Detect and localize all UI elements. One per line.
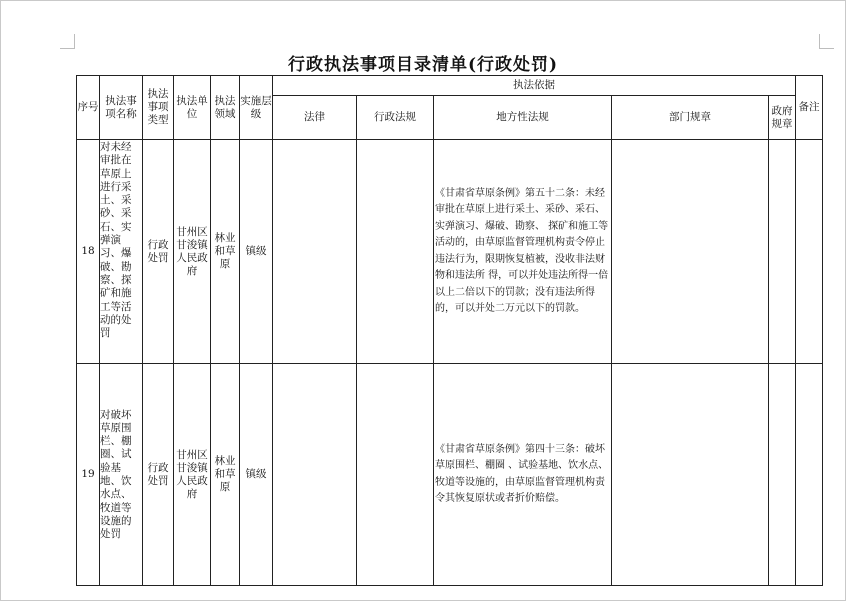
header-gov-rule: 政府规章 <box>769 96 796 140</box>
row-local-regulation: 《甘肃省草原条例》第五十二条：未经审批在草原上进行采土、采砂、采石、实弹演习、爆破、勘察、 探矿和施工等活动的，由草原监督管理机构责令停止违法行为，限期恢复植被，没收非法财物和违法所 得，可以并处违法所得一倍以上二倍以下的罚款；没有违法所得的，可以并处二万元以下的罚款。 <box>434 140 612 364</box>
row-law <box>273 140 357 364</box>
header-item-type: 执法事项类型 <box>143 76 174 140</box>
header-dept-rule: 部门规章 <box>612 96 769 140</box>
row-remark <box>796 140 823 364</box>
row-dept-rule <box>612 364 769 586</box>
header-level: 实施层级 <box>240 76 273 140</box>
row-local-regulation: 《甘肃省草原条例》第四十三条：破坏草原围栏、棚圈 、试验基地、饮水点、牧道等设施的，由草原监督管理机构责令其恢复原状或者折价赔偿。 <box>434 364 612 586</box>
header-unit: 执法单位 <box>174 76 211 140</box>
row-item-name: 对未经审批在草原上进行采土、采砂、采石、实弹演习、爆破、勘察、探矿和施工等活动的处罚 <box>100 140 143 364</box>
row-unit: 甘州区甘浚镇人民政府 <box>174 364 211 586</box>
header-admin-regulation: 行政法规 <box>357 96 434 140</box>
header-item-name: 执法事项名称 <box>100 76 143 140</box>
row-gov-rule <box>769 140 796 364</box>
enforcement-table <box>76 75 823 586</box>
header-law: 法律 <box>273 96 357 140</box>
row-dept-rule <box>612 140 769 364</box>
table-row <box>77 140 823 364</box>
row-item-type: 行政处罚 <box>143 140 174 364</box>
row-field: 林业和草原 <box>211 364 240 586</box>
row-level: 镇级 <box>240 140 273 364</box>
row-unit: 甘州区甘浚镇人民政府 <box>174 140 211 364</box>
row-law <box>273 364 357 586</box>
row-remark <box>796 364 823 586</box>
row-item-type: 行政处罚 <box>143 364 174 586</box>
row-level: 镇级 <box>240 364 273 586</box>
row-field: 林业和草原 <box>211 140 240 364</box>
table-row <box>77 364 823 586</box>
row-seq: 19 <box>77 364 100 586</box>
header-basis: 执法依据 <box>273 76 796 96</box>
header-seq: 序号 <box>77 76 100 140</box>
row-gov-rule <box>769 364 796 586</box>
header-field: 执法领域 <box>211 76 240 140</box>
header-local-regulation: 地方性法规 <box>434 96 612 140</box>
header-remark: 备注 <box>796 76 823 140</box>
crop-mark-top-right <box>819 34 834 49</box>
row-admin-regulation <box>357 364 434 586</box>
document-title: 行政执法事项目录清单(行政处罚) <box>287 55 559 75</box>
row-seq: 18 <box>77 140 100 364</box>
row-admin-regulation <box>357 140 434 364</box>
row-item-name: 对破坏草原围栏、棚圈、试验基地、饮水点、牧道等设施的处罚 <box>100 364 143 586</box>
crop-mark-top-left <box>60 34 75 49</box>
header-row-top <box>77 76 823 96</box>
